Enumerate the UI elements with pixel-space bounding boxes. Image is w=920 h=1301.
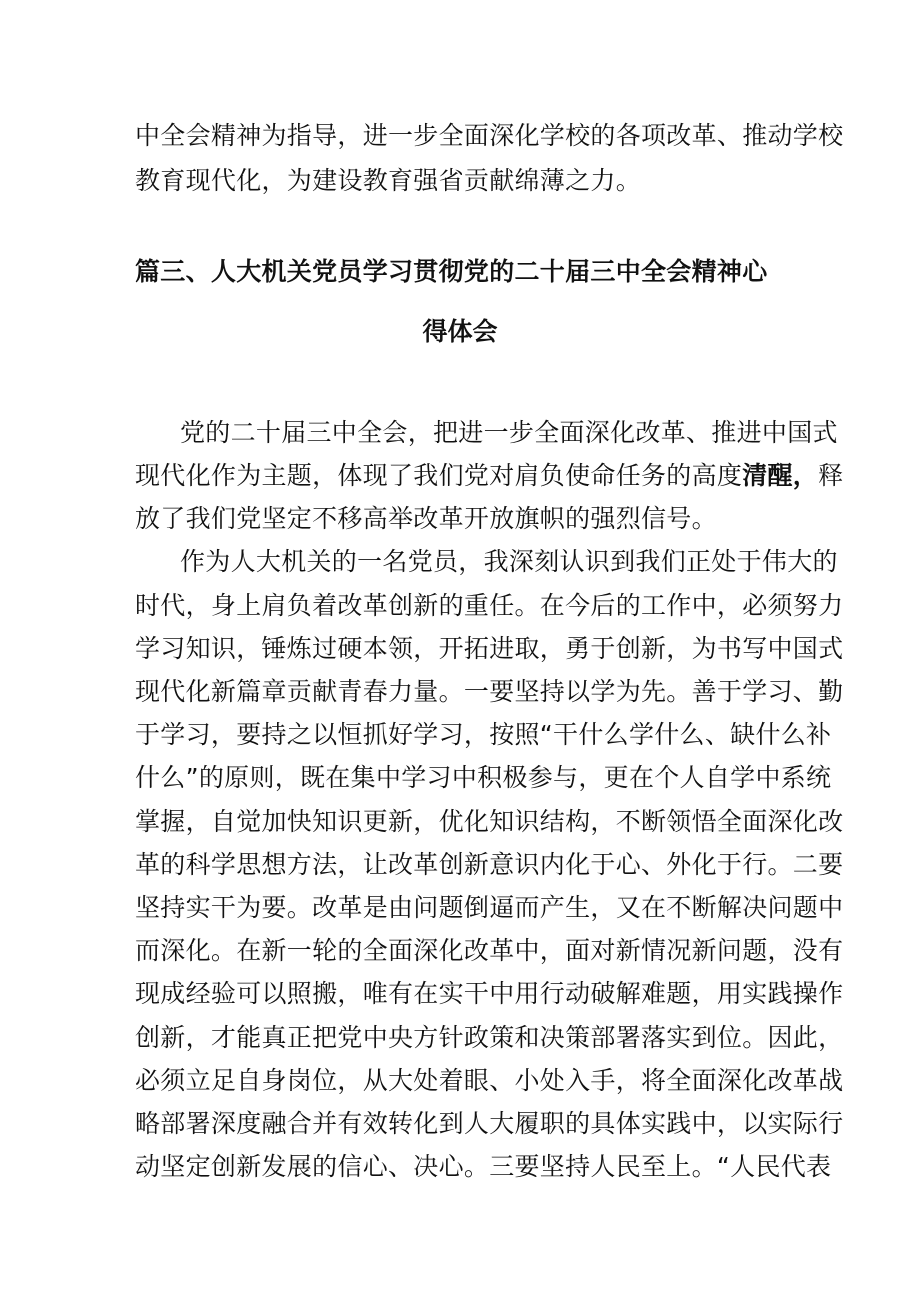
para2-line-3: 学习知识，锤炼过硬本领，开拓进取，勇于创新，为书写中国式: [135, 634, 844, 663]
para1-emphasis: 清醒，: [742, 461, 819, 490]
intro-line-1: 中全会精神为指导，进一步全面深化学校的各项改革、推动学校: [135, 121, 844, 150]
para2-line-7: 掌握，自觉加快知识更新，优化知识结构，不断领悟全面深化改: [135, 807, 844, 836]
para2-line-15: 动坚定创新发展的信心、决心。三要坚持人民至上。“人民代表: [135, 1152, 832, 1181]
para1-line-2-text: 现代化作为主题，体现了我们党对肩负使命任务的高度: [135, 461, 743, 490]
para2-line-14: 略部署深度融合并有效转化到人大履职的具体实践中，以实际行: [135, 1109, 844, 1138]
para2-line-8: 革的科学思想方法，让改革创新意识内化于心、外化于行。二要: [135, 850, 844, 879]
para2-line-4: 现代化新篇章贡献青春力量。一要坚持以学为先。善于学习、勤: [135, 677, 844, 706]
section-title-line-1: 篇三、人大机关党员学习贯彻党的二十届三中全会精神心: [135, 257, 768, 286]
para2-line-5: 于学习，要持之以恒抓好学习，按照“干什么学什么、缺什么补: [135, 720, 832, 749]
para2-line-2: 时代，身上肩负着改革创新的重任。在今后的工作中，必须努力: [135, 591, 844, 620]
para2-line-11: 现成经验可以照搬，唯有在实干中用行动破解难题，用实践操作: [135, 979, 844, 1008]
para1-line-1: 党的二十届三中全会，把进一步全面深化改革、推进中国式: [180, 418, 838, 447]
para1-line-3: 放了我们党坚定不移高举改革开放旗帜的强烈信号。: [135, 504, 717, 533]
para2-line-10: 而深化。在新一轮的全面深化改革中，面对新情况新问题，没有: [135, 936, 844, 965]
para2-line-6: 什么”的原则，既在集中学习中积极参与，更在个人自学中系统: [135, 763, 832, 792]
intro-line-2: 教育现代化，为建设教育强省贡献绵薄之力。: [135, 166, 642, 195]
para2-line-13: 必须立足自身岗位，从大处着眼、小处入手，将全面深化改革战: [135, 1066, 844, 1095]
para1-line-2-tail: 释: [818, 461, 844, 490]
section-title-line-2: 得体会: [422, 317, 498, 346]
para1-line-2: [135, 459, 844, 493]
para2-line-1: 作为人大机关的一名党员，我深刻认识到我们正处于伟大的: [180, 547, 838, 576]
para2-line-9: 坚持实干为要。改革是由问题倒逼而产生，又在不断解决问题中: [135, 893, 844, 922]
para2-line-12: 创新，才能真正把党中央方针政策和决策部署落实到位。因此，: [135, 1023, 844, 1052]
